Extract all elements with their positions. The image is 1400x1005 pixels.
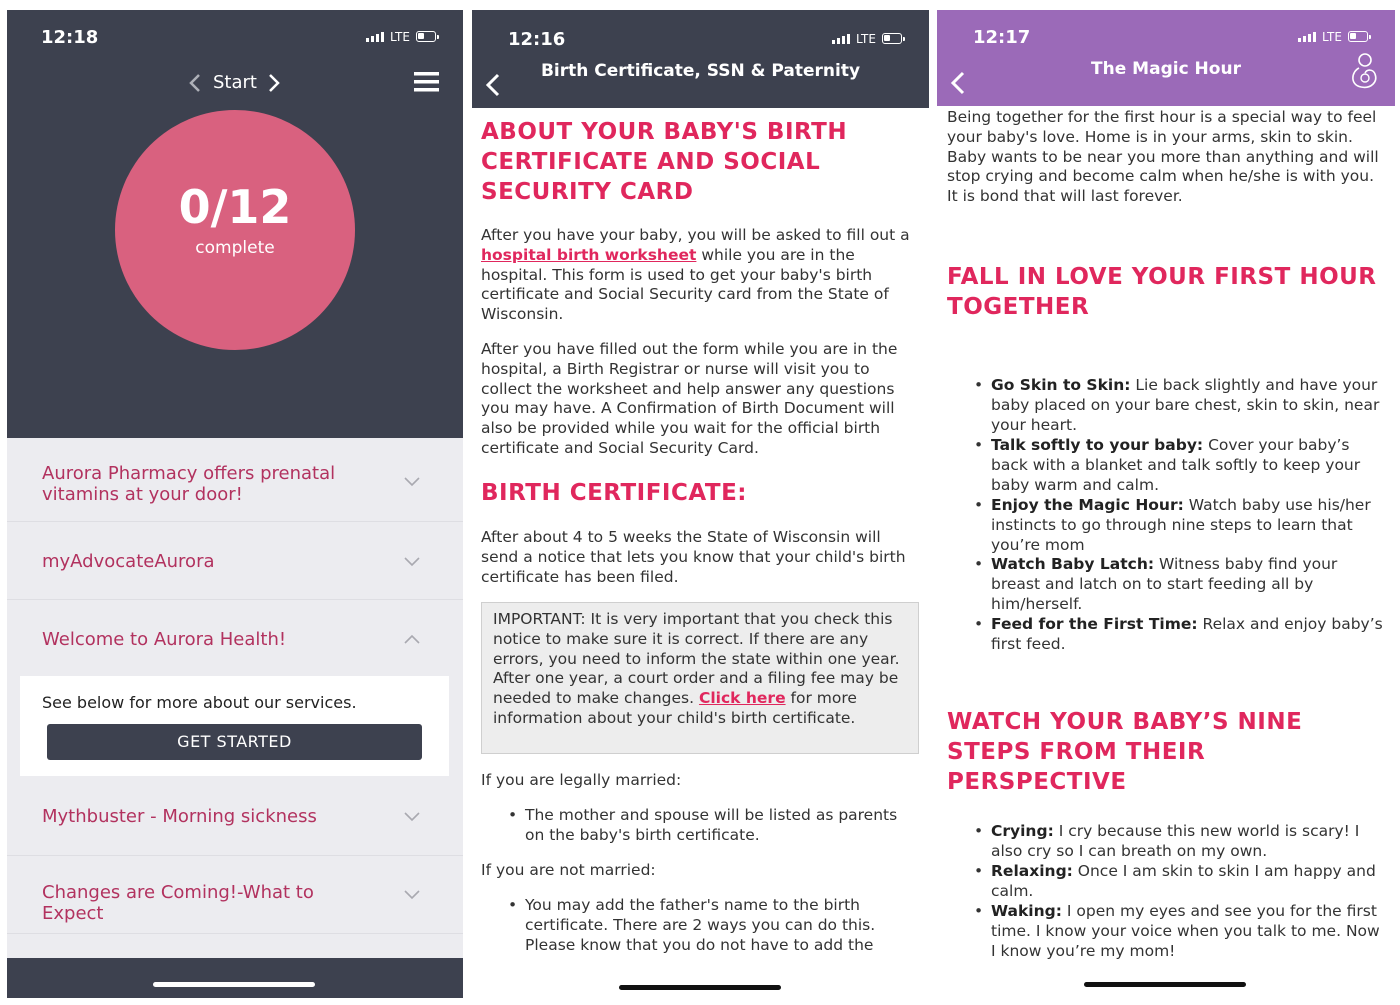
intro-paragraph: Being together for the first hour is a special way to feel your baby's love. Home is in your arms, skin to skin. Baby wants to be near you more than anything and will stop crying and become calm when he/she is with you. It is bond that will last forever. [947, 108, 1379, 206]
list-item [508, 896, 919, 955]
accordion-item-pharmacy[interactable] [7, 438, 463, 522]
list-term: Talk softly to your baby: [991, 436, 1204, 454]
home-indicator[interactable] [1084, 982, 1246, 987]
bullet: • [974, 496, 984, 514]
text-span: I cry because this new world is scary! I also cry so I can breath on my own. [991, 822, 1360, 860]
accordion-title: myAdvocateAurora [42, 551, 215, 572]
progress-label: complete [195, 238, 275, 258]
nav-title: Start [213, 72, 257, 93]
screen-header [472, 10, 929, 108]
chevron-right-icon[interactable] [267, 73, 281, 93]
text-span: Once I am skin to skin I am happy and calm. [991, 862, 1376, 900]
battery-icon [1348, 31, 1368, 42]
accordion-title: Mythbuster - Morning sickness [42, 806, 317, 827]
list-term: Crying: [991, 822, 1054, 840]
list-item [974, 862, 1389, 902]
section-heading-about: ABOUT YOUR BABY'S BIRTH CERTIFICATE AND SOCIAL SECURITY CARD [481, 119, 848, 205]
hospital-worksheet-link[interactable]: hospital birth worksheet [481, 245, 697, 264]
battery-icon [416, 31, 436, 42]
mother-baby-logo-icon [1347, 52, 1381, 90]
home-indicator[interactable] [619, 985, 781, 990]
text-span: Witness baby find your breast and latch on to start feeding all by him/herself. [991, 555, 1338, 613]
start-screen [7, 10, 463, 998]
list-item [974, 902, 1389, 961]
status-time: 12:16 [508, 29, 566, 50]
text-span: while you are in the hospital. This form is used to get your baby's birth certificate and Social Security card from the State of Wisconsin. [481, 245, 889, 324]
accordion-title: Welcome to Aurora Health! [42, 629, 287, 650]
progress-value: 0/12 [178, 180, 292, 234]
accordion-item-mythbuster[interactable] [7, 780, 463, 856]
accordion-item-myadvocate[interactable] [7, 522, 463, 600]
section-heading-birth-certificate: BIRTH CERTIFICATE: [481, 480, 747, 506]
text-span: You may add the father's name to the birth certificate. There are 2 ways you can do this. Please know that you do not have to add the [525, 896, 876, 954]
list-item [974, 555, 1389, 614]
bullet: • [508, 896, 518, 914]
screen-title: Birth Certificate, SSN & Paternity [540, 61, 861, 81]
list-item [974, 496, 1389, 555]
network-label: LTE [856, 32, 876, 46]
accordion-title: Aurora Pharmacy offers prenatal vitamins at your door! [42, 463, 336, 505]
list-term: Feed for the First Time: [991, 615, 1198, 633]
bullet: • [974, 862, 984, 880]
section-heading-fall-in-love: FALL IN LOVE YOUR FIRST HOUR TOGETHER [947, 264, 1377, 320]
text-span: IMPORTANT: It is very important that you check this notice to make sure it is correct. If there are any errors, you need to inform the state within one year. After one year, a court order and a filing fee may be needed to make changes. [493, 610, 900, 708]
chevron-down-icon [403, 889, 421, 901]
text-span: After you have your baby, you will be asked to fill out a [481, 226, 910, 244]
chevron-left-icon[interactable] [188, 73, 202, 93]
section-heading-nine-steps: WATCH YOUR BABY’S NINE STEPS FROM THEIR PERSPECTIVE [947, 709, 1303, 795]
notice-text [493, 610, 911, 729]
accordion-item-changes[interactable] [7, 856, 463, 934]
paragraph-notice: After about 4 to 5 weeks the State of Wisconsin will send a notice that lets you know that your child's birth certificate has been filed. [481, 528, 906, 586]
list-term: Watch Baby Latch: [991, 555, 1155, 573]
chevron-down-icon [403, 811, 421, 823]
status-time: 12:18 [41, 27, 99, 48]
bullet: • [508, 806, 518, 824]
screen-header [937, 10, 1395, 106]
list-term: Enjoy the Magic Hour: [991, 496, 1184, 514]
paragraph-registrar: After you have filled out the form while you are in the hospital, a Birth Registrar or nurse will visit you to collect the worksheet and help answer any questions you may have. A Confirmation of Birth Document will also be provided while you wait for the official birth certificate and Social Security Card. [481, 340, 898, 457]
welcome-panel [20, 676, 449, 776]
magic-hour-screen [937, 10, 1395, 1000]
signal-icon [1298, 32, 1316, 42]
accordion-title: Changes are Coming!-What to Expect [42, 882, 314, 924]
signal-icon [366, 32, 384, 42]
progress-circle [115, 110, 355, 350]
text-span: Lie back slightly and have your baby placed on your bare chest, skin to skin, near your heart. [991, 376, 1380, 434]
text-span: Cover your baby’s back with a blanket and talk softly to keep your baby warm and calm. [991, 436, 1361, 494]
text-span: The mother and spouse will be listed as parents on the baby's birth certificate. [525, 806, 898, 844]
network-label: LTE [1322, 30, 1342, 44]
get-started-button[interactable]: GET STARTED [47, 724, 422, 760]
birth-certificate-screen [472, 10, 929, 1000]
bullet: • [974, 555, 984, 573]
text-span: I open my eyes and see you for the first time. I know your voice when you talk to me. Now I know you’re my mom! [991, 902, 1380, 960]
list-item [974, 436, 1389, 495]
status-time: 12:17 [973, 27, 1031, 48]
signal-icon [832, 34, 850, 44]
text-span: Relax and enjoy baby’s first feed. [991, 615, 1383, 653]
welcome-description: See below for more about our services. [42, 693, 357, 712]
bullet: • [974, 436, 984, 454]
menu-icon[interactable] [414, 72, 439, 92]
battery-icon [882, 33, 902, 44]
list-term: Waking: [991, 902, 1062, 920]
progress-header [7, 10, 463, 438]
list-item [974, 822, 1389, 862]
chevron-up-icon [403, 633, 421, 645]
paragraph-worksheet [481, 226, 919, 325]
not-married-label: If you are not married: [481, 861, 656, 879]
accordion-item-welcome[interactable] [7, 600, 463, 676]
list-term: Relaxing: [991, 862, 1073, 880]
bullet: • [974, 902, 984, 920]
list-item [974, 376, 1389, 435]
chevron-down-icon [403, 476, 421, 488]
scroll-clip [472, 890, 929, 963]
list-item [974, 615, 1389, 655]
bullet: • [974, 376, 984, 394]
text-span: for more information about your child's birth certificate. [493, 689, 857, 727]
click-here-link[interactable]: Click here [698, 689, 786, 708]
bottom-bar [7, 958, 463, 998]
list-term: Go Skin to Skin: [991, 376, 1131, 394]
chevron-down-icon [403, 556, 421, 568]
list-item [508, 806, 919, 846]
married-label: If you are legally married: [481, 771, 682, 789]
screen-title: The Magic Hour [1091, 59, 1241, 79]
important-notice-box [481, 602, 919, 754]
bullet: • [974, 822, 984, 840]
home-indicator[interactable] [153, 982, 315, 987]
text-span: Watch baby use his/her instincts to go through nine steps to learn that you’re mom [991, 496, 1371, 554]
bullet: • [974, 615, 984, 633]
network-label: LTE [390, 30, 410, 44]
